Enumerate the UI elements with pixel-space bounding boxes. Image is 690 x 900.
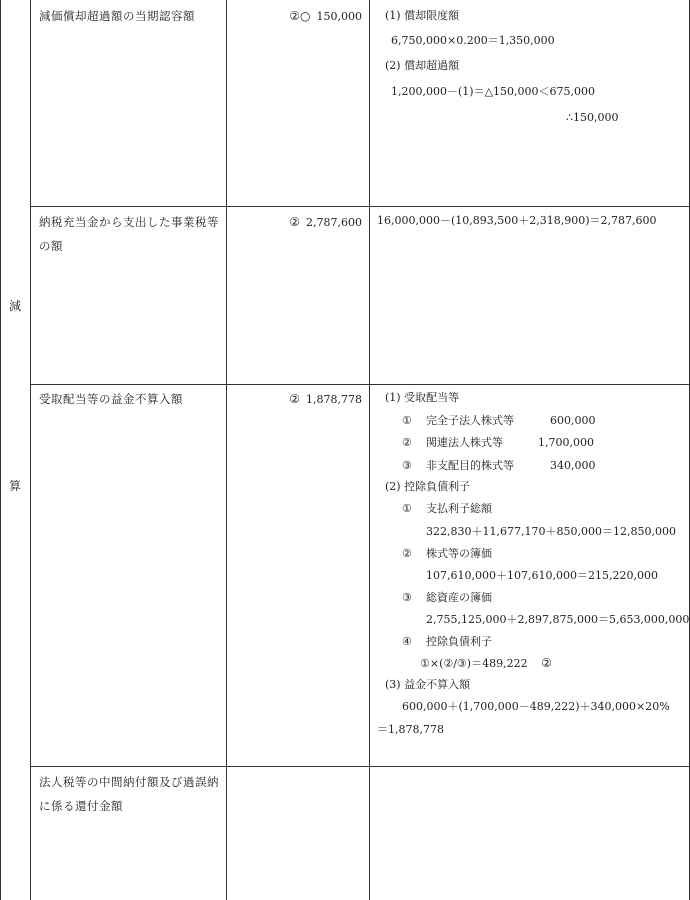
calc-line: (2) 償却超過額 [385,59,460,72]
calc-line [420,656,552,671]
column-divider [30,0,31,900]
side-label-char: 算 [8,479,21,493]
calc-value: 600,000 [550,414,596,427]
amount-value: 1,878,778 [306,393,362,406]
calc-line: 関連法人株式等 [426,436,503,449]
amount-cell [231,8,362,25]
amount-cell [231,214,362,231]
calc-line: 6,750,000×0.200＝1,350,000 [391,34,555,47]
calc-line: 1,200,000－(1)＝△150,000＜675,000 [391,85,595,98]
calc-line: 107,610,000＋107,610,000＝215,220,000 [426,569,658,582]
list-number: ② [402,547,412,560]
calc-value: 1,700,000 [538,436,594,449]
row-divider [30,384,690,385]
calc-line: 完全子法人株式等 [426,414,514,427]
calc-value: 340,000 [550,459,596,472]
calc-line: 16,000,000－(10,893,500＋2,318,900)＝2,787,600 [377,214,657,227]
score-mark: ② [541,656,552,670]
amount-cell [231,391,362,408]
list-number: ① [402,414,412,427]
list-number: ① [402,502,412,515]
score-mark: ②○ [289,9,311,23]
item-label: 法人税等の中間納付額及び過誤納に係る還付金額 [39,775,219,813]
row-divider [30,206,690,207]
list-number: ③ [402,459,412,472]
row-divider [30,766,690,767]
amount-value: 150,000 [316,10,362,23]
calc-line: (1) 受取配当等 [385,391,460,404]
calc-line: (2) 控除負債利子 [385,480,471,493]
calc-line: 控除負債利子 [426,635,492,648]
calc-line: ∴150,000 [566,111,619,124]
calc-formula: ①×(②/③)＝489,222 [420,657,528,670]
calc-line: (1) 償却限度額 [385,9,460,22]
calc-line: ＝1,878,778 [377,723,444,736]
calc-line: (3) 益金不算入額 [385,678,471,691]
amount-value: 2,787,600 [306,216,362,229]
item-label: 減価償却超過額の当期認容額 [39,9,195,23]
list-number: ④ [402,635,412,648]
calc-line: 支払利子総額 [426,502,492,515]
calc-line: 2,755,125,000＋2,897,875,000＝5,653,000,000 [426,613,690,626]
calc-line: 600,000＋(1,700,000－489,222)＋340,000×20% [402,700,670,713]
list-number: ② [402,436,412,449]
calc-line: 322,830＋11,677,170＋850,000＝12,850,000 [426,525,676,538]
column-divider [369,0,370,900]
calc-line: 非支配目的株式等 [426,459,514,472]
column-divider [226,0,227,900]
score-mark: ② [289,215,301,229]
score-mark: ② [289,392,301,406]
table-border-left [0,0,1,900]
list-number: ③ [402,591,412,604]
item-label: 納税充当金から支出した事業税等の額 [39,215,219,253]
calc-line: 株式等の簿価 [426,547,492,560]
side-label-char: 減 [8,299,21,313]
item-label: 受取配当等の益金不算入額 [39,392,183,406]
calc-line: 総資産の簿価 [426,591,492,604]
